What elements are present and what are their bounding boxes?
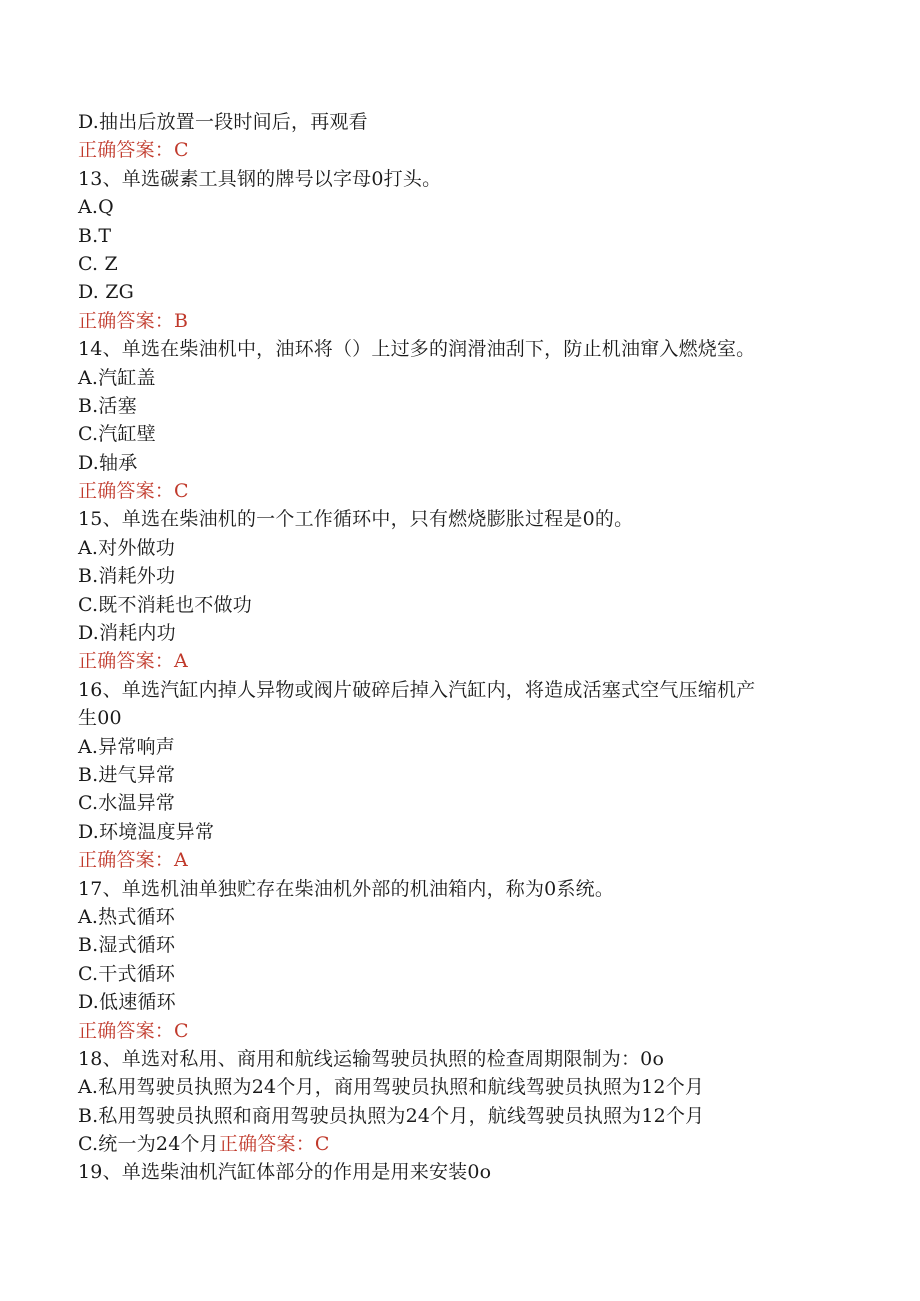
option-line: D.消耗内功 bbox=[78, 622, 176, 645]
question-line-continued: 生00 bbox=[78, 707, 122, 730]
option-line: D.环境温度异常 bbox=[78, 820, 215, 843]
option-line: C. Z bbox=[78, 252, 118, 275]
answer-line: 正确答案：C bbox=[78, 480, 189, 503]
answer-line: 正确答案：B bbox=[78, 309, 189, 332]
inline-answer: 正确答案：C bbox=[218, 1133, 330, 1156]
option-line: B.消耗外功 bbox=[78, 565, 176, 588]
answer-line: 正确答案：A bbox=[78, 849, 188, 872]
option-line: C.既不消耗也不做功 bbox=[78, 593, 252, 616]
question-line: 13、单选碳素工具钢的牌号以字母0打头。 bbox=[78, 167, 442, 190]
option-line-with-answer bbox=[78, 1130, 878, 1158]
answer-line: 正确答案：A bbox=[78, 650, 188, 673]
option-line: A.热式循环 bbox=[78, 905, 175, 928]
question-line: 18、单选对私用、商用和航线运输驾驶员执照的检查周期限制为：0o bbox=[78, 1047, 665, 1070]
option-line: D.抽出后放置一段时间后，再观看 bbox=[78, 111, 368, 133]
option-line: B.私用驾驶员执照和商用驾驶员执照为24个月，航线驾驶员执照为12个月 bbox=[78, 1104, 705, 1127]
question-line: 19、单选柴油机汽缸体部分的作用是用来安装0o bbox=[78, 1161, 492, 1184]
answer-line: 正确答案：C bbox=[78, 139, 189, 162]
option-line: B.活塞 bbox=[78, 394, 137, 417]
option-line: A.Q bbox=[78, 196, 114, 219]
option-line: C.水温异常 bbox=[78, 792, 176, 815]
option-line: C.汽缸壁 bbox=[78, 423, 156, 446]
option-line: A.异常响声 bbox=[78, 735, 175, 758]
option-text: C.统一为24个月 bbox=[78, 1133, 219, 1156]
option-line: A.私用驾驶员执照为24个月，商用驾驶员执照和航线驾驶员执照为12个月 bbox=[78, 1076, 705, 1099]
question-line: 16、单选汽缸内掉人异物或阀片破碎后掉入汽缸内，将造成活塞式空气压缩机产 bbox=[78, 678, 756, 701]
option-line: D.轴承 bbox=[78, 451, 138, 474]
question-line: 15、单选在柴油机的一个工作循环中，只有燃烧膨胀过程是0的。 bbox=[78, 508, 634, 531]
option-line: A.汽缸盖 bbox=[78, 366, 156, 389]
question-line: 17、单选机油单独贮存在柴油机外部的机油箱内，称为0系统。 bbox=[78, 877, 615, 900]
option-line: D.低速循环 bbox=[78, 991, 176, 1014]
option-line: B.T bbox=[78, 224, 112, 247]
option-line: D. ZG bbox=[78, 281, 135, 304]
option-line: A.对外做功 bbox=[78, 536, 175, 559]
option-line: C.干式循环 bbox=[78, 962, 176, 985]
option-line: B.湿式循环 bbox=[78, 934, 176, 957]
answer-line: 正确答案：C bbox=[78, 1019, 189, 1042]
option-line: B.进气异常 bbox=[78, 763, 176, 786]
document-page bbox=[78, 108, 878, 1187]
question-line: 14、单选在柴油机中，油环将（）上过多的润滑油刮下，防止机油窜入燃烧室。 bbox=[78, 338, 756, 361]
